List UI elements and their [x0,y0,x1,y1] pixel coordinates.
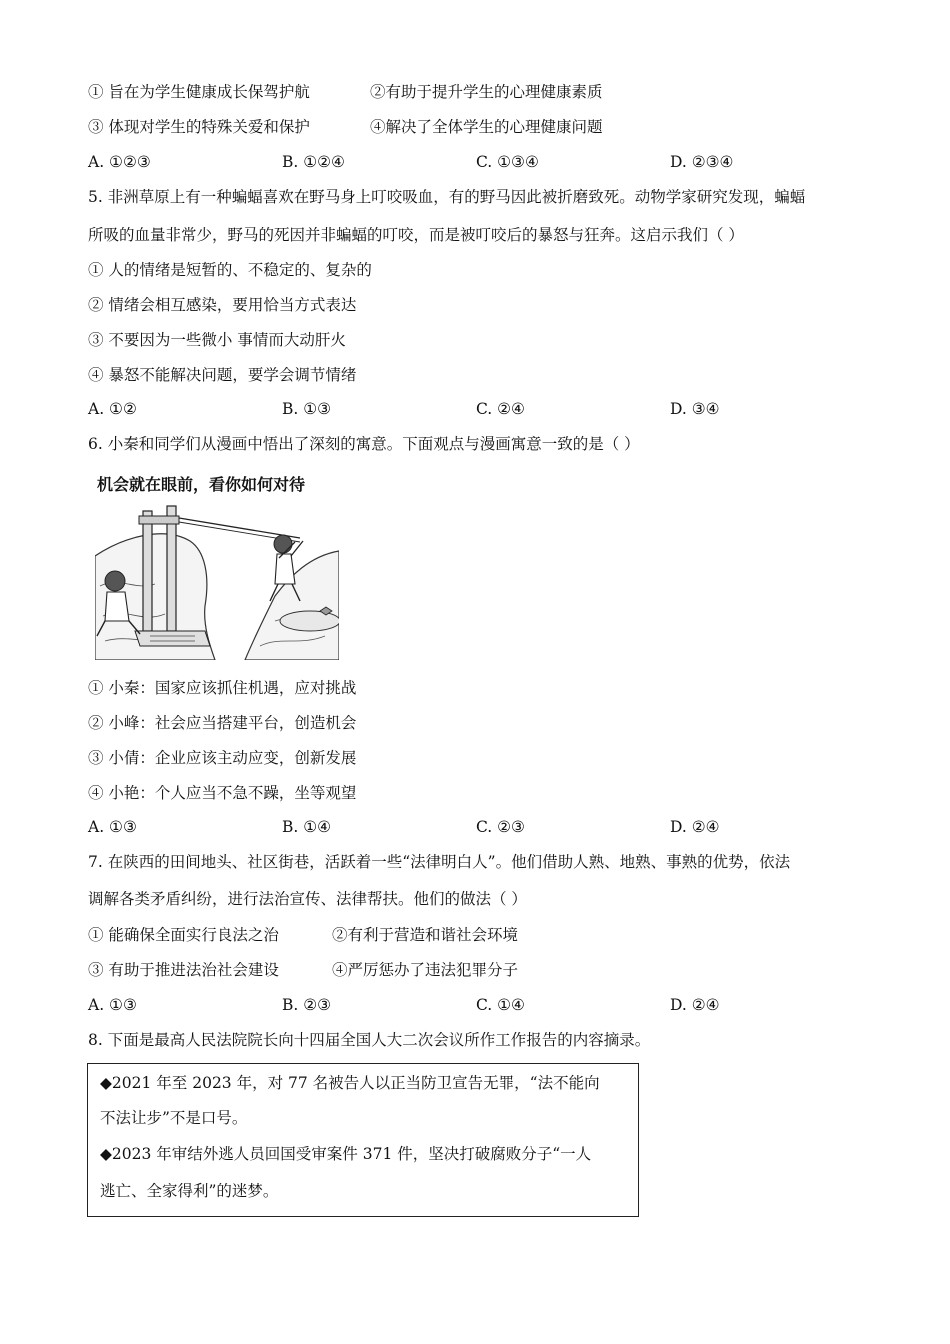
q6-option-d: D. ②④ [670,818,720,836]
q7-option-a: A. ①③ [88,996,137,1014]
q6-statement-4: ④ 小艳：个人应当不急不躁，坐等观望 [88,784,357,802]
q4-statement-1: ① 旨在为学生健康成长保驾护航 [88,83,310,101]
q7-statement-2: ②有利于营造和谐社会环境 [332,926,519,944]
q4-statement-2: ②有助于提升学生的心理健康素质 [370,83,603,101]
q8-excerpt-1-line-2: 不法让步”不是口号。 [100,1109,248,1127]
q5-option-d: D. ③④ [670,400,720,418]
q6-stem: 6. 小秦和同学们从漫画中悟出了深刻的寓意。下面观点与漫画寓意一致的是（ ） [88,435,640,453]
q5-option-b: B. ①③ [282,400,332,418]
q5-statement-2: ② 情绪会相互感染，要用恰当方式表达 [88,296,357,314]
q5-statement-1: ① 人的情绪是短暂的、不稳定的、复杂的 [88,261,372,279]
cartoon-illustration [95,496,339,660]
q6-statement-2: ② 小峰：社会应当搭建平台，创造机会 [88,714,357,732]
q4-statement-4: ④解决了全体学生的心理健康问题 [370,118,603,136]
q7-stem-line-2: 调解各类矛盾纠纷，进行法治宣传、法律帮扶。他们的做法（ ） [88,890,527,908]
q7-stem-line-1: 7. 在陕西的田间地头、社区街巷，活跃着一些“法律明白人”。他们借助人熟、地熟、事熟的优势，依法 [88,853,791,871]
q8-excerpt-1-line-1: ◆2021 年至 2023 年，对 77 名被告人以正当防卫宣告无罪，“法不能向 [100,1074,600,1092]
q6-statement-1: ① 小秦：国家应该抓住机遇，应对挑战 [88,679,357,697]
q7-statement-3: ③ 有助于推进法治社会建设 [88,961,279,979]
q7-option-c: C. ①④ [476,996,525,1014]
q8-stem: 8. 下面是最高人民法院院长向十四届全国人大二次会议所作工作报告的内容摘录。 [88,1031,651,1049]
q5-option-a: A. ①② [88,400,137,418]
q4-statement-3: ③ 体现对学生的特殊关爱和保护 [88,118,310,136]
q5-statement-3: ③ 不要因为一些微小 事情而大动肝火 [88,331,346,349]
q5-option-c: C. ②④ [476,400,525,418]
q7-option-d: D. ②④ [670,996,720,1014]
cartoon-title: 机会就在眼前，看你如何对待 [97,475,306,494]
q5-stem-line-1: 5. 非洲草原上有一种蝙蝠喜欢在野马身上叮咬吸血，有的野马因此被折磨致死。动物学家研究发现，蝙蝠 [88,188,806,206]
q7-statement-1: ① 能确保全面实行良法之治 [88,926,279,944]
q4-option-c: C. ①③④ [476,153,539,171]
q5-statement-4: ④ 暴怒不能解决问题，要学会调节情绪 [88,366,357,384]
q6-option-c: C. ②③ [476,818,525,836]
q8-excerpt-2-line-2: 逃亡、全家得利”的迷梦。 [100,1182,279,1200]
q4-option-b: B. ①②④ [282,153,345,171]
q6-statement-3: ③ 小倩：企业应该主动应变，创新发展 [88,749,357,767]
q7-option-b: B. ②③ [282,996,332,1014]
q8-excerpt-2-line-1: ◆2023 年审结外逃人员回国受审案件 371 件，坚决打破腐败分子“一人 [100,1145,592,1163]
q6-option-a: A. ①③ [88,818,137,836]
q5-stem-line-2: 所吸的血量非常少，野马的死因并非蝙蝠的叮咬，而是被叮咬后的暴怒与狂奔。这启示我们（ ） [88,226,744,244]
q4-option-d: D. ②③④ [670,153,734,171]
q4-option-a: A. ①②③ [88,153,151,171]
q8-excerpt-box [87,1063,639,1217]
q7-statement-4: ④严厉惩办了违法犯罪分子 [332,961,519,979]
q6-option-b: B. ①④ [282,818,332,836]
